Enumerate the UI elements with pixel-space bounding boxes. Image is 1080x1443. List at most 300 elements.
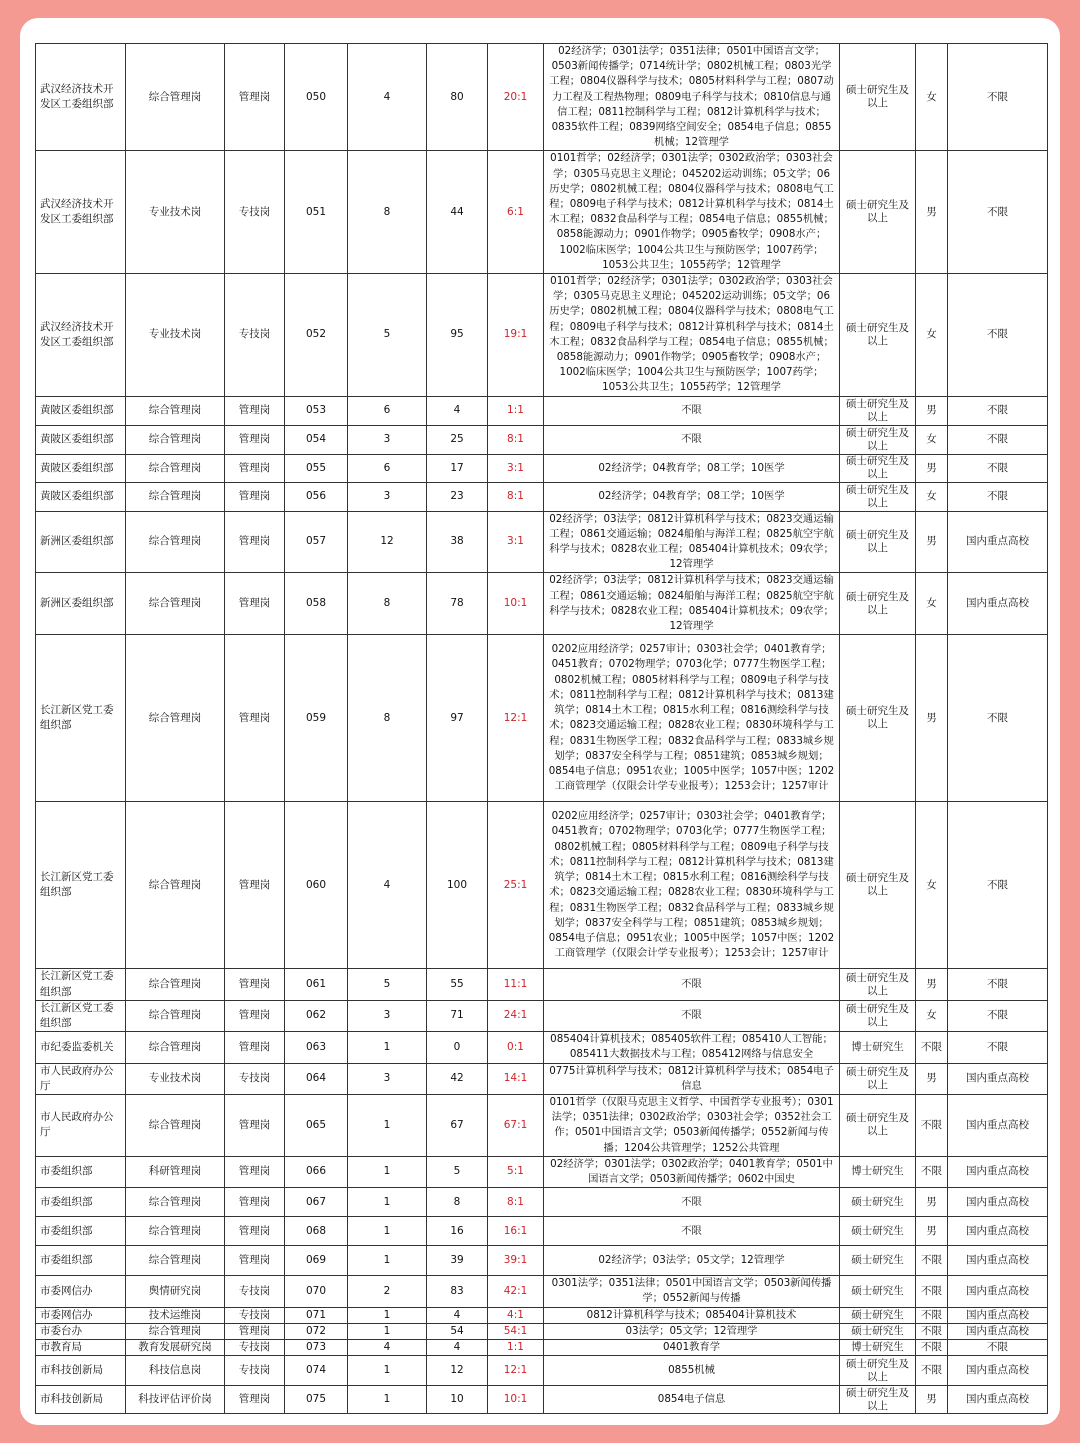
ratio-cell: 4:1 bbox=[488, 1307, 544, 1323]
plan-count-cell: 3 bbox=[348, 1000, 427, 1031]
table-row bbox=[36, 151, 1048, 274]
position-type-cell: 管理岗 bbox=[225, 454, 285, 482]
education-cell: 硕士研究生及以上 bbox=[840, 1063, 916, 1094]
major-requirement-cell: 0812计算机科学与技术；085404计算机技术 bbox=[544, 1307, 840, 1323]
table-row bbox=[36, 482, 1048, 511]
major-requirement-cell: 0775计算机科学与技术；0812计算机科学与技术；0854电子信息 bbox=[544, 1063, 840, 1094]
gender-cell: 女 bbox=[916, 482, 948, 511]
table-row bbox=[36, 1063, 1048, 1094]
education-cell: 硕士研究生 bbox=[840, 1323, 916, 1339]
education-cell: 硕士研究生及以上 bbox=[840, 151, 916, 274]
position-code-cell: 075 bbox=[285, 1386, 348, 1414]
education-cell: 硕士研究生及以上 bbox=[840, 1000, 916, 1031]
gender-cell: 不限 bbox=[916, 1339, 948, 1355]
education-cell: 博士研究生 bbox=[840, 1032, 916, 1063]
unit-cell: 市委组织部 bbox=[36, 1156, 126, 1187]
position-type-cell: 专技岗 bbox=[225, 1356, 285, 1386]
position-type-cell: 管理岗 bbox=[225, 1032, 285, 1063]
applicant-count-cell: 10 bbox=[427, 1386, 488, 1414]
position-category-cell: 专业技术岗 bbox=[126, 151, 225, 274]
gender-cell: 不限 bbox=[916, 1356, 948, 1386]
gender-cell: 不限 bbox=[916, 1094, 948, 1156]
major-requirement-cell: 02经济学；04教育学；08工学；10医学 bbox=[544, 482, 840, 511]
applicant-count-cell: 54 bbox=[427, 1323, 488, 1339]
table-row bbox=[36, 1386, 1048, 1414]
applicant-count-cell: 39 bbox=[427, 1246, 488, 1276]
school-requirement-cell: 不限 bbox=[948, 425, 1048, 454]
position-code-cell: 073 bbox=[285, 1339, 348, 1355]
position-category-cell: 综合管理岗 bbox=[126, 1094, 225, 1156]
unit-cell: 新洲区委组织部 bbox=[36, 573, 126, 635]
major-requirement-cell: 0101哲学（仅限马克思主义哲学、中国哲学专业报考）；0301法学；0351法律；0302政治学；0303社会学；0352社会工作；0501中国语言文学；0503新闻传播学；0552新闻与传播；1204公共管理学；1252公共管理 bbox=[544, 1094, 840, 1156]
position-category-cell: 综合管理岗 bbox=[126, 511, 225, 573]
position-code-cell: 050 bbox=[285, 44, 348, 151]
plan-count-cell: 4 bbox=[348, 1339, 427, 1355]
education-cell: 硕士研究生及以上 bbox=[840, 454, 916, 482]
unit-cell: 黄陂区委组织部 bbox=[36, 482, 126, 511]
table-row bbox=[36, 274, 1048, 397]
ratio-cell: 8:1 bbox=[488, 1188, 544, 1217]
table-row bbox=[36, 1000, 1048, 1031]
plan-count-cell: 1 bbox=[348, 1032, 427, 1063]
position-type-cell: 专技岗 bbox=[225, 151, 285, 274]
gender-cell: 不限 bbox=[916, 1276, 948, 1307]
position-code-cell: 071 bbox=[285, 1307, 348, 1323]
position-category-cell: 综合管理岗 bbox=[126, 969, 225, 1000]
school-requirement-cell: 国内重点高校 bbox=[948, 1276, 1048, 1307]
school-requirement-cell: 国内重点高校 bbox=[948, 1356, 1048, 1386]
gender-cell: 不限 bbox=[916, 1323, 948, 1339]
table-row bbox=[36, 1246, 1048, 1276]
position-category-cell: 综合管理岗 bbox=[126, 802, 225, 969]
table-row bbox=[36, 1307, 1048, 1323]
education-cell: 硕士研究生及以上 bbox=[840, 44, 916, 151]
plan-count-cell: 4 bbox=[348, 44, 427, 151]
position-code-cell: 069 bbox=[285, 1246, 348, 1276]
position-category-cell: 综合管理岗 bbox=[126, 454, 225, 482]
plan-count-cell: 1 bbox=[348, 1356, 427, 1386]
position-category-cell: 综合管理岗 bbox=[126, 635, 225, 802]
education-cell: 硕士研究生及以上 bbox=[840, 635, 916, 802]
position-type-cell: 管理岗 bbox=[225, 969, 285, 1000]
plan-count-cell: 2 bbox=[348, 1276, 427, 1307]
position-category-cell: 综合管理岗 bbox=[126, 44, 225, 151]
unit-cell: 黄陂区委组织部 bbox=[36, 396, 126, 425]
school-requirement-cell: 不限 bbox=[948, 1032, 1048, 1063]
education-cell: 硕士研究生 bbox=[840, 1188, 916, 1217]
position-type-cell: 管理岗 bbox=[225, 1246, 285, 1276]
school-requirement-cell: 国内重点高校 bbox=[948, 511, 1048, 573]
ratio-cell: 8:1 bbox=[488, 425, 544, 454]
gender-cell: 不限 bbox=[916, 1307, 948, 1323]
table-row bbox=[36, 635, 1048, 802]
table-row bbox=[36, 44, 1048, 151]
gender-cell: 女 bbox=[916, 44, 948, 151]
major-requirement-cell: 0101哲学；02经济学；0301法学；0302政治学；0303社会学；0305马克思主义理论；045202运动训练；05文学；06历史学；0802机械工程；0804仪器科学与技术；0808电气工程；0809电子科学与技术；0812计算机科学与技术；0814土木工程；0832食品科学与工程；0854电子信息；0855机械；0858能源动力；0901作物学；0905畜牧学；0908水产；1002临床医学；1004公共卫生与预防医学；1007药学；1053公共卫生；1055药学；12管理学 bbox=[544, 274, 840, 397]
document-card bbox=[20, 18, 1060, 1425]
gender-cell: 男 bbox=[916, 396, 948, 425]
major-requirement-cell: 不限 bbox=[544, 969, 840, 1000]
position-code-cell: 068 bbox=[285, 1217, 348, 1246]
applicant-count-cell: 80 bbox=[427, 44, 488, 151]
education-cell: 硕士研究生及以上 bbox=[840, 969, 916, 1000]
position-type-cell: 管理岗 bbox=[225, 1094, 285, 1156]
school-requirement-cell: 不限 bbox=[948, 482, 1048, 511]
school-requirement-cell: 国内重点高校 bbox=[948, 1094, 1048, 1156]
gender-cell: 不限 bbox=[916, 1246, 948, 1276]
ratio-cell: 0:1 bbox=[488, 1032, 544, 1063]
table-row bbox=[36, 969, 1048, 1000]
position-type-cell: 管理岗 bbox=[225, 1386, 285, 1414]
education-cell: 硕士研究生及以上 bbox=[840, 1356, 916, 1386]
education-cell: 硕士研究生 bbox=[840, 1307, 916, 1323]
ratio-cell: 1:1 bbox=[488, 396, 544, 425]
position-type-cell: 专技岗 bbox=[225, 274, 285, 397]
major-requirement-cell: 02经济学；0301法学；0302政治学；0401教育学；0501中国语言文学；0503新闻传播学；0602中国史 bbox=[544, 1156, 840, 1187]
ratio-cell: 54:1 bbox=[488, 1323, 544, 1339]
ratio-cell: 12:1 bbox=[488, 635, 544, 802]
plan-count-cell: 1 bbox=[348, 1094, 427, 1156]
position-type-cell: 管理岗 bbox=[225, 425, 285, 454]
applicant-count-cell: 25 bbox=[427, 425, 488, 454]
gender-cell: 男 bbox=[916, 1386, 948, 1414]
school-requirement-cell: 国内重点高校 bbox=[948, 1307, 1048, 1323]
table-row bbox=[36, 396, 1048, 425]
plan-count-cell: 3 bbox=[348, 1063, 427, 1094]
plan-count-cell: 1 bbox=[348, 1307, 427, 1323]
unit-cell: 长江新区党工委组织部 bbox=[36, 802, 126, 969]
applicant-count-cell: 100 bbox=[427, 802, 488, 969]
applicant-count-cell: 16 bbox=[427, 1217, 488, 1246]
position-code-cell: 074 bbox=[285, 1356, 348, 1386]
major-requirement-cell: 0401教育学 bbox=[544, 1339, 840, 1355]
school-requirement-cell: 国内重点高校 bbox=[948, 1156, 1048, 1187]
ratio-cell: 14:1 bbox=[488, 1063, 544, 1094]
education-cell: 博士研究生 bbox=[840, 1156, 916, 1187]
gender-cell: 男 bbox=[916, 151, 948, 274]
ratio-cell: 5:1 bbox=[488, 1156, 544, 1187]
school-requirement-cell: 不限 bbox=[948, 969, 1048, 1000]
position-type-cell: 管理岗 bbox=[225, 44, 285, 151]
applicant-count-cell: 8 bbox=[427, 1188, 488, 1217]
unit-cell: 市委网信办 bbox=[36, 1276, 126, 1307]
applicant-count-cell: 44 bbox=[427, 151, 488, 274]
applicant-count-cell: 4 bbox=[427, 1339, 488, 1355]
applicant-count-cell: 12 bbox=[427, 1356, 488, 1386]
major-requirement-cell: 不限 bbox=[544, 396, 840, 425]
school-requirement-cell: 不限 bbox=[948, 802, 1048, 969]
plan-count-cell: 1 bbox=[348, 1156, 427, 1187]
unit-cell: 市科技创新局 bbox=[36, 1356, 126, 1386]
position-code-cell: 054 bbox=[285, 425, 348, 454]
table-row bbox=[36, 1156, 1048, 1187]
position-code-cell: 052 bbox=[285, 274, 348, 397]
position-code-cell: 061 bbox=[285, 969, 348, 1000]
position-code-cell: 060 bbox=[285, 802, 348, 969]
major-requirement-cell: 不限 bbox=[544, 1217, 840, 1246]
gender-cell: 不限 bbox=[916, 1156, 948, 1187]
plan-count-cell: 12 bbox=[348, 511, 427, 573]
unit-cell: 黄陂区委组织部 bbox=[36, 454, 126, 482]
gender-cell: 女 bbox=[916, 1000, 948, 1031]
major-requirement-cell: 02经济学；0301法学；0351法律；0501中国语言文学；0503新闻传播学；0714统计学；0802机械工程；0803光学工程；0804仪器科学与技术；0805材料科学与工程；0807动力工程及工程热物理；0809电子科学与技术；0810信息与通信工程；0811控制科学与工程；0812计算机科学与技术；0835软件工程；0839网络空间安全；0854电子信息；0855机械；12管理学 bbox=[544, 44, 840, 151]
position-code-cell: 055 bbox=[285, 454, 348, 482]
position-category-cell: 科研管理岗 bbox=[126, 1156, 225, 1187]
position-code-cell: 056 bbox=[285, 482, 348, 511]
applicant-count-cell: 4 bbox=[427, 396, 488, 425]
position-category-cell: 综合管理岗 bbox=[126, 573, 225, 635]
position-category-cell: 综合管理岗 bbox=[126, 1217, 225, 1246]
table-row bbox=[36, 1217, 1048, 1246]
applicant-count-cell: 0 bbox=[427, 1032, 488, 1063]
unit-cell: 长江新区党工委组织部 bbox=[36, 969, 126, 1000]
plan-count-cell: 1 bbox=[348, 1386, 427, 1414]
major-requirement-cell: 02经济学；03法学；0812计算机科学与技术；0823交通运输工程；0861交通运输；0824船舶与海洋工程；0825航空宇航科学与技术；0828农业工程；085404计算机技术；09农学；12管理学 bbox=[544, 511, 840, 573]
position-code-cell: 067 bbox=[285, 1188, 348, 1217]
school-requirement-cell: 国内重点高校 bbox=[948, 1188, 1048, 1217]
gender-cell: 女 bbox=[916, 425, 948, 454]
education-cell: 硕士研究生及以上 bbox=[840, 1386, 916, 1414]
plan-count-cell: 4 bbox=[348, 802, 427, 969]
school-requirement-cell: 不限 bbox=[948, 1000, 1048, 1031]
school-requirement-cell: 国内重点高校 bbox=[948, 1246, 1048, 1276]
major-requirement-cell: 0202应用经济学；0257审计；0303社会学；0401教育学；0451教育；0702物理学；0703化学；0777生物医学工程；0802机械工程；0805材料科学与工程；0809电子科学与技术；0811控制科学与工程；0812计算机科学与技术；0813建筑学；0814土木工程；0815水利工程；0816测绘科学与技术；0823交通运输工程；0828农业工程；0830环境科学与工程；0831生物医学工程；0832食品科学与工程；0833城乡规划学；0837安全科学与工程；0851建筑；0853城乡规划；0854电子信息；0951农业；1005中医学；1057中医；1202工商管理学（仅限会计学专业报考）；1253会计；1257审计 bbox=[544, 802, 840, 969]
position-type-cell: 管理岗 bbox=[225, 396, 285, 425]
gender-cell: 男 bbox=[916, 1217, 948, 1246]
applicant-count-cell: 4 bbox=[427, 1307, 488, 1323]
table-row bbox=[36, 1339, 1048, 1355]
gender-cell: 男 bbox=[916, 1188, 948, 1217]
major-requirement-cell: 不限 bbox=[544, 1000, 840, 1031]
position-category-cell: 教育发展研究岗 bbox=[126, 1339, 225, 1355]
unit-cell: 市委组织部 bbox=[36, 1188, 126, 1217]
school-requirement-cell: 国内重点高校 bbox=[948, 1063, 1048, 1094]
ratio-cell: 10:1 bbox=[488, 1386, 544, 1414]
position-type-cell: 专技岗 bbox=[225, 1339, 285, 1355]
plan-count-cell: 5 bbox=[348, 274, 427, 397]
unit-cell: 黄陂区委组织部 bbox=[36, 425, 126, 454]
gender-cell: 男 bbox=[916, 635, 948, 802]
position-category-cell: 综合管理岗 bbox=[126, 425, 225, 454]
table-row bbox=[36, 454, 1048, 482]
major-requirement-cell: 不限 bbox=[544, 1188, 840, 1217]
table-row bbox=[36, 802, 1048, 969]
unit-cell: 市纪委监委机关 bbox=[36, 1032, 126, 1063]
ratio-cell: 3:1 bbox=[488, 454, 544, 482]
major-requirement-cell: 0301法学；0351法律；0501中国语言文学；0503新闻传播学；0552新闻与传播 bbox=[544, 1276, 840, 1307]
position-code-cell: 057 bbox=[285, 511, 348, 573]
table-row bbox=[36, 511, 1048, 573]
position-type-cell: 管理岗 bbox=[225, 482, 285, 511]
position-code-cell: 062 bbox=[285, 1000, 348, 1031]
applicant-count-cell: 67 bbox=[427, 1094, 488, 1156]
position-category-cell: 科技评估评价岗 bbox=[126, 1386, 225, 1414]
applicant-count-cell: 23 bbox=[427, 482, 488, 511]
table-row bbox=[36, 1032, 1048, 1063]
applicant-count-cell: 55 bbox=[427, 969, 488, 1000]
position-type-cell: 管理岗 bbox=[225, 1323, 285, 1339]
education-cell: 硕士研究生 bbox=[840, 1246, 916, 1276]
education-cell: 硕士研究生及以上 bbox=[840, 511, 916, 573]
applicant-count-cell: 5 bbox=[427, 1156, 488, 1187]
unit-cell: 市教育局 bbox=[36, 1339, 126, 1355]
education-cell: 硕士研究生及以上 bbox=[840, 1094, 916, 1156]
table-body bbox=[36, 44, 1048, 1414]
ratio-cell: 8:1 bbox=[488, 482, 544, 511]
position-type-cell: 管理岗 bbox=[225, 1217, 285, 1246]
position-category-cell: 综合管理岗 bbox=[126, 1000, 225, 1031]
education-cell: 硕士研究生及以上 bbox=[840, 482, 916, 511]
position-type-cell: 管理岗 bbox=[225, 802, 285, 969]
school-requirement-cell: 不限 bbox=[948, 1339, 1048, 1355]
education-cell: 硕士研究生 bbox=[840, 1276, 916, 1307]
ratio-cell: 20:1 bbox=[488, 44, 544, 151]
table-row bbox=[36, 1276, 1048, 1307]
gender-cell: 女 bbox=[916, 573, 948, 635]
position-code-cell: 070 bbox=[285, 1276, 348, 1307]
ratio-cell: 1:1 bbox=[488, 1339, 544, 1355]
table-row bbox=[36, 1188, 1048, 1217]
education-cell: 硕士研究生 bbox=[840, 1217, 916, 1246]
position-code-cell: 066 bbox=[285, 1156, 348, 1187]
major-requirement-cell: 02经济学；03法学；05文学；12管理学 bbox=[544, 1246, 840, 1276]
position-type-cell: 管理岗 bbox=[225, 635, 285, 802]
position-code-cell: 063 bbox=[285, 1032, 348, 1063]
education-cell: 硕士研究生及以上 bbox=[840, 396, 916, 425]
position-category-cell: 综合管理岗 bbox=[126, 1323, 225, 1339]
school-requirement-cell: 不限 bbox=[948, 454, 1048, 482]
unit-cell: 市委网信办 bbox=[36, 1307, 126, 1323]
applicant-count-cell: 71 bbox=[427, 1000, 488, 1031]
plan-count-cell: 8 bbox=[348, 151, 427, 274]
table-row bbox=[36, 573, 1048, 635]
unit-cell: 长江新区党工委组织部 bbox=[36, 1000, 126, 1031]
applicant-count-cell: 78 bbox=[427, 573, 488, 635]
table-row bbox=[36, 1356, 1048, 1386]
gender-cell: 女 bbox=[916, 274, 948, 397]
plan-count-cell: 5 bbox=[348, 969, 427, 1000]
position-category-cell: 科技信息岗 bbox=[126, 1356, 225, 1386]
applicant-count-cell: 83 bbox=[427, 1276, 488, 1307]
gender-cell: 男 bbox=[916, 454, 948, 482]
position-type-cell: 管理岗 bbox=[225, 511, 285, 573]
position-category-cell: 专业技术岗 bbox=[126, 274, 225, 397]
recruitment-table bbox=[35, 43, 1048, 1414]
plan-count-cell: 6 bbox=[348, 454, 427, 482]
applicant-count-cell: 42 bbox=[427, 1063, 488, 1094]
position-category-cell: 综合管理岗 bbox=[126, 396, 225, 425]
ratio-cell: 42:1 bbox=[488, 1276, 544, 1307]
unit-cell: 市人民政府办公厅 bbox=[36, 1094, 126, 1156]
table-row bbox=[36, 425, 1048, 454]
school-requirement-cell: 不限 bbox=[948, 635, 1048, 802]
position-code-cell: 058 bbox=[285, 573, 348, 635]
position-code-cell: 051 bbox=[285, 151, 348, 274]
position-category-cell: 综合管理岗 bbox=[126, 1032, 225, 1063]
position-category-cell: 专业技术岗 bbox=[126, 1063, 225, 1094]
position-code-cell: 053 bbox=[285, 396, 348, 425]
table-row bbox=[36, 1323, 1048, 1339]
plan-count-cell: 1 bbox=[348, 1188, 427, 1217]
education-cell: 硕士研究生及以上 bbox=[840, 802, 916, 969]
education-cell: 硕士研究生及以上 bbox=[840, 573, 916, 635]
school-requirement-cell: 不限 bbox=[948, 151, 1048, 274]
plan-count-cell: 1 bbox=[348, 1323, 427, 1339]
ratio-cell: 6:1 bbox=[488, 151, 544, 274]
gender-cell: 不限 bbox=[916, 1032, 948, 1063]
applicant-count-cell: 95 bbox=[427, 274, 488, 397]
unit-cell: 市委台办 bbox=[36, 1323, 126, 1339]
plan-count-cell: 8 bbox=[348, 573, 427, 635]
ratio-cell: 12:1 bbox=[488, 1356, 544, 1386]
plan-count-cell: 1 bbox=[348, 1246, 427, 1276]
position-category-cell: 综合管理岗 bbox=[126, 1246, 225, 1276]
education-cell: 硕士研究生及以上 bbox=[840, 274, 916, 397]
ratio-cell: 67:1 bbox=[488, 1094, 544, 1156]
position-type-cell: 管理岗 bbox=[225, 1156, 285, 1187]
ratio-cell: 39:1 bbox=[488, 1246, 544, 1276]
plan-count-cell: 1 bbox=[348, 1217, 427, 1246]
position-type-cell: 管理岗 bbox=[225, 573, 285, 635]
position-category-cell: 舆情研究岗 bbox=[126, 1276, 225, 1307]
gender-cell: 女 bbox=[916, 802, 948, 969]
school-requirement-cell: 国内重点高校 bbox=[948, 1323, 1048, 1339]
applicant-count-cell: 17 bbox=[427, 454, 488, 482]
plan-count-cell: 3 bbox=[348, 482, 427, 511]
plan-count-cell: 3 bbox=[348, 425, 427, 454]
position-type-cell: 专技岗 bbox=[225, 1063, 285, 1094]
school-requirement-cell: 不限 bbox=[948, 274, 1048, 397]
school-requirement-cell: 国内重点高校 bbox=[948, 1217, 1048, 1246]
major-requirement-cell: 0854电子信息 bbox=[544, 1386, 840, 1414]
position-code-cell: 065 bbox=[285, 1094, 348, 1156]
major-requirement-cell: 0101哲学；02经济学；0301法学；0302政治学；0303社会学；0305马克思主义理论；045202运动训练；05文学；06历史学；0802机械工程；0804仪器科学与技术；0808电气工程；0809电子科学与技术；0812计算机科学与技术；0814土木工程；0832食品科学与工程；0854电子信息；0855机械；0858能源动力；0901作物学；0905畜牧学；0908水产；1002临床医学；1004公共卫生与预防医学；1007药学；1053公共卫生；1055药学；12管理学 bbox=[544, 151, 840, 274]
major-requirement-cell: 02经济学；04教育学；08工学；10医学 bbox=[544, 454, 840, 482]
position-category-cell: 技术运维岗 bbox=[126, 1307, 225, 1323]
major-requirement-cell: 不限 bbox=[544, 425, 840, 454]
unit-cell: 新洲区委组织部 bbox=[36, 511, 126, 573]
ratio-cell: 16:1 bbox=[488, 1217, 544, 1246]
position-type-cell: 专技岗 bbox=[225, 1276, 285, 1307]
position-code-cell: 059 bbox=[285, 635, 348, 802]
major-requirement-cell: 03法学；05文学；12管理学 bbox=[544, 1323, 840, 1339]
position-category-cell: 综合管理岗 bbox=[126, 482, 225, 511]
ratio-cell: 25:1 bbox=[488, 802, 544, 969]
unit-cell: 市委组织部 bbox=[36, 1217, 126, 1246]
gender-cell: 男 bbox=[916, 511, 948, 573]
position-category-cell: 综合管理岗 bbox=[126, 1188, 225, 1217]
major-requirement-cell: 0855机械 bbox=[544, 1356, 840, 1386]
major-requirement-cell: 0202应用经济学；0257审计；0303社会学；0401教育学；0451教育；0702物理学；0703化学；0777生物医学工程；0802机械工程；0805材料科学与工程；0809电子科学与技术；0811控制科学与工程；0812计算机科学与技术；0813建筑学；0814土木工程；0815水利工程；0816测绘科学与技术；0823交通运输工程；0828农业工程；0830环境科学与工程；0831生物医学工程；0832食品科学与工程；0833城乡规划学；0837安全科学与工程；0851建筑；0853城乡规划；0854电子信息；0951农业；1005中医学；1057中医；1202工商管理学（仅限会计学专业报考）；1253会计；1257审计 bbox=[544, 635, 840, 802]
applicant-count-cell: 38 bbox=[427, 511, 488, 573]
unit-cell: 武汉经济技术开发区工委组织部 bbox=[36, 274, 126, 397]
position-type-cell: 专技岗 bbox=[225, 1307, 285, 1323]
ratio-cell: 11:1 bbox=[488, 969, 544, 1000]
ratio-cell: 19:1 bbox=[488, 274, 544, 397]
school-requirement-cell: 国内重点高校 bbox=[948, 573, 1048, 635]
major-requirement-cell: 02经济学；03法学；0812计算机科学与技术；0823交通运输工程；0861交通运输；0824船舶与海洋工程；0825航空宇航科学与技术；0828农业工程；085404计算机技术；09农学；12管理学 bbox=[544, 573, 840, 635]
plan-count-cell: 6 bbox=[348, 396, 427, 425]
ratio-cell: 10:1 bbox=[488, 573, 544, 635]
table-row bbox=[36, 1094, 1048, 1156]
unit-cell: 市科技创新局 bbox=[36, 1386, 126, 1414]
unit-cell: 市委组织部 bbox=[36, 1246, 126, 1276]
gender-cell: 男 bbox=[916, 969, 948, 1000]
major-requirement-cell: 085404计算机技术；085405软件工程；085410人工智能；085411大数据技术与工程；085412网络与信息安全 bbox=[544, 1032, 840, 1063]
unit-cell: 武汉经济技术开发区工委组织部 bbox=[36, 44, 126, 151]
ratio-cell: 24:1 bbox=[488, 1000, 544, 1031]
school-requirement-cell: 国内重点高校 bbox=[948, 1386, 1048, 1414]
